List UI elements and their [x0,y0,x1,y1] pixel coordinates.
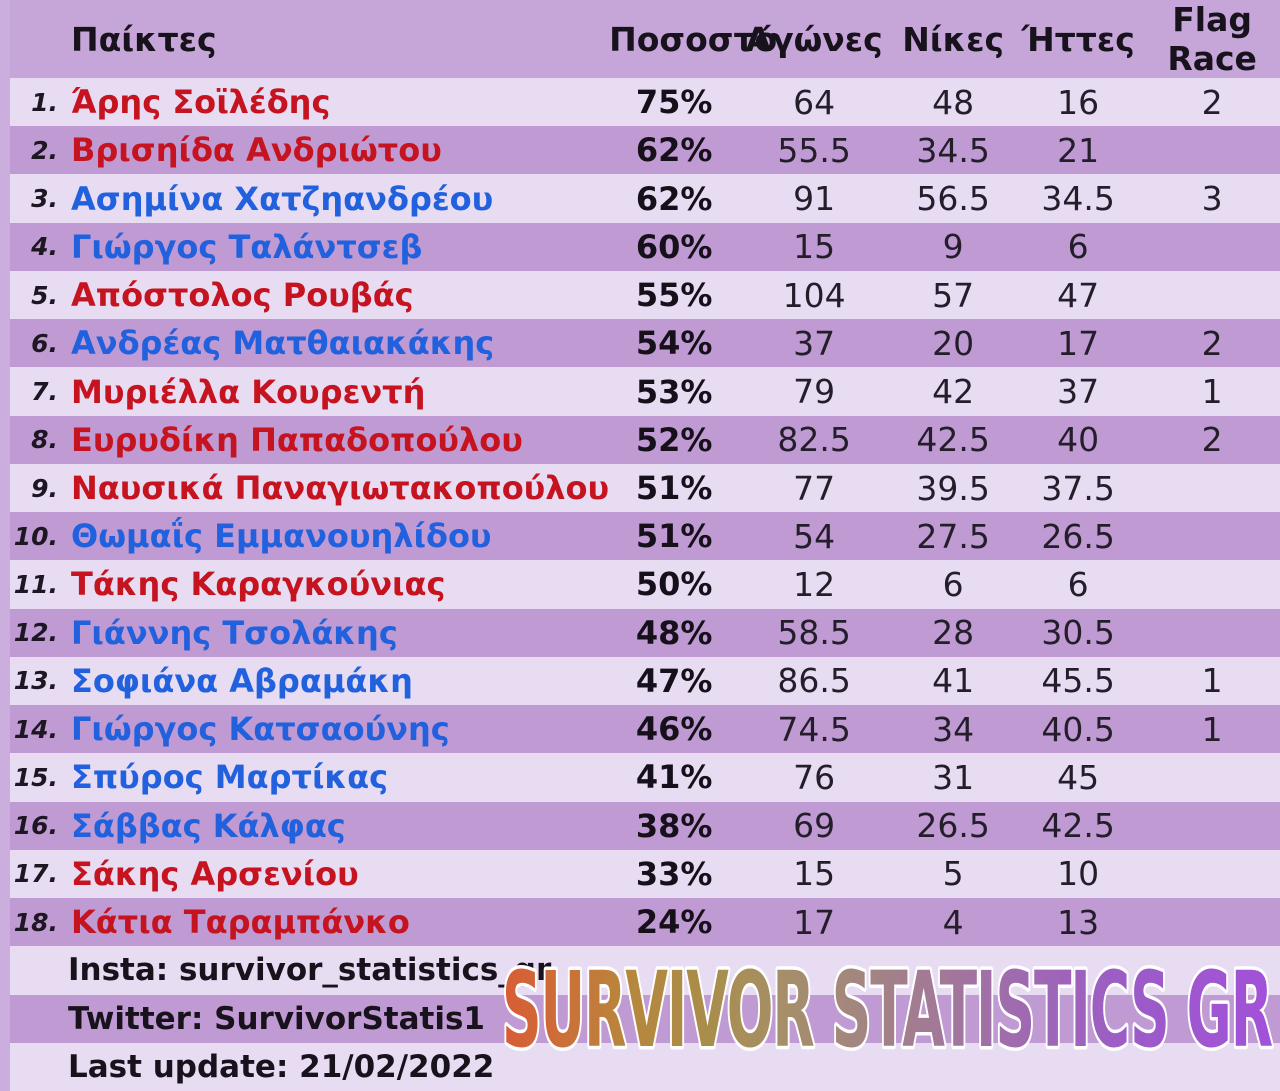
flag-race-value: 1 [1201,661,1223,701]
rank-number: 5. [31,280,58,310]
games-value: 58.5 [777,613,851,653]
games-value: 104 [782,275,846,315]
twitter-handle: Twitter: SurvivorStatis1 [68,1000,485,1037]
percentage-value: 51% [635,517,713,556]
table-row [10,512,1280,560]
wins-value: 48 [932,82,975,122]
player-name: Ανδρέας Ματθαιακάκης [71,324,495,363]
percentage-value: 47% [635,661,713,700]
wins-value: 42 [932,372,975,412]
table-row [10,609,1280,657]
percentage-value: 51% [635,469,713,508]
games-value: 82.5 [777,420,851,460]
wins-value: 4 [942,902,964,942]
percentage-value: 52% [635,420,713,459]
rank-number: 18. [13,907,58,937]
player-name: Απόστολος Ρουβάς [71,276,414,315]
games-value: 12 [793,564,836,604]
last-update-date: Last update: 21/02/2022 [68,1048,495,1085]
table-row [10,78,1280,126]
percentage-value: 24% [635,903,713,942]
games-value: 69 [793,806,836,846]
losses-value: 40.5 [1041,709,1115,749]
header-games: Αγώνες [745,19,883,59]
percentage-value: 48% [635,613,713,652]
rank-number: 2. [31,135,58,165]
percentage-value: 46% [635,710,713,749]
wins-value: 26.5 [916,806,990,846]
losses-value: 26.5 [1041,516,1115,556]
rank-number: 15. [13,762,58,792]
player-name: Βρισηίδα Ανδριώτου [71,131,442,170]
percentage-value: 38% [635,806,713,845]
losses-value: 45.5 [1041,661,1115,701]
header-percentage: Ποσοστό [609,19,778,59]
wins-value: 6 [942,564,964,604]
wins-value: 5 [942,854,964,894]
flag-race-value: 2 [1201,420,1223,460]
table-row [10,271,1280,319]
rank-number: 7. [31,377,58,407]
table-row [10,898,1280,946]
rank-number: 11. [13,569,58,599]
table-header-row [10,0,1280,78]
rank-number: 13. [13,666,58,696]
player-name: Ασημίνα Χατζηανδρέου [71,179,494,218]
games-value: 15 [793,227,836,267]
losses-value: 45 [1057,757,1100,797]
losses-value: 42.5 [1041,806,1115,846]
games-value: 54 [793,516,836,556]
table-row [10,560,1280,608]
percentage-value: 62% [635,179,713,218]
watermark-text: SURVIVOR STATISTICS GR [502,962,1272,1064]
player-name: Ναυσικά Παναγιωτακοπούλου [71,469,610,508]
table-row [10,753,1280,801]
player-name: Σάκης Αρσενίου [71,854,359,893]
wins-value: 31 [932,757,975,797]
percentage-value: 54% [635,324,713,363]
games-value: 74.5 [777,709,851,749]
wins-value: 28 [932,613,975,653]
losses-value: 6 [1067,564,1089,604]
flag-race-value: 2 [1201,82,1223,122]
percentage-value: 50% [635,565,713,604]
wins-value: 39.5 [916,468,990,508]
losses-value: 21 [1057,130,1100,170]
percentage-value: 33% [635,854,713,893]
player-name: Τάκης Καραγκούνιας [71,565,446,604]
player-name: Σπύρος Μαρτίκας [71,758,389,797]
header-players: Παίκτες [71,19,217,59]
table-row [10,850,1280,898]
flag-race-value: 3 [1201,179,1223,219]
wins-value: 34.5 [916,130,990,170]
footer-row-last-update [10,1043,1280,1091]
losses-value: 30.5 [1041,613,1115,653]
table-row [10,126,1280,174]
player-name: Σοφιάνα Αβραμάκη [71,661,413,700]
rank-number: 4. [31,232,58,262]
percentage-value: 55% [635,276,713,315]
rank-number: 3. [31,184,58,214]
losses-value: 47 [1057,275,1100,315]
games-value: 79 [793,372,836,412]
table-row [10,464,1280,512]
table-row [10,416,1280,464]
losses-value: 13 [1057,902,1100,942]
losses-value: 34.5 [1041,179,1115,219]
wins-value: 41 [932,661,975,701]
percentage-value: 53% [635,372,713,411]
player-name: Γιάννης Τσολάκης [71,613,398,652]
wins-value: 9 [942,227,964,267]
rank-number: 10. [13,521,58,551]
games-value: 91 [793,179,836,219]
wins-value: 56.5 [916,179,990,219]
wins-value: 27.5 [916,516,990,556]
losses-value: 16 [1057,82,1100,122]
wins-value: 20 [932,323,975,363]
table-row [10,174,1280,222]
player-name: Κάτια Ταραμπάνκο [71,903,410,942]
player-name: Σάββας Κάλφας [71,806,346,845]
games-value: 86.5 [777,661,851,701]
instagram-handle: Insta: survivor_statistics_gr [68,952,552,989]
footer-row-twitter [10,995,1280,1043]
flag-race-value: 1 [1201,372,1223,412]
rank-number: 14. [13,714,58,744]
games-value: 17 [793,902,836,942]
table-row [10,802,1280,850]
table-row [10,223,1280,271]
percentage-value: 62% [635,131,713,170]
wins-value: 34 [932,709,975,749]
table-row [10,319,1280,367]
header-wins: Νίκες [902,19,1005,59]
games-value: 76 [793,757,836,797]
games-value: 77 [793,468,836,508]
table-row [10,657,1280,705]
footer-row-instagram [10,946,1280,994]
games-value: 55.5 [777,130,851,170]
player-name: Μυριέλλα Κουρεντή [71,372,426,411]
rank-number: 12. [13,618,58,648]
percentage-value: 75% [635,83,713,122]
rank-number: 6. [31,328,58,358]
flag-race-value: 1 [1201,709,1223,749]
player-name: Ευρυδίκη Παπαδοπούλου [71,420,523,459]
header-losses: Ήττες [1021,19,1135,59]
losses-value: 40 [1057,420,1100,460]
rank-number: 8. [31,425,58,455]
header-flag-race: Flag Race [1167,0,1257,78]
games-value: 64 [793,82,836,122]
wins-value: 42.5 [916,420,990,460]
player-name: Άρης Σοϊλέδης [71,83,331,122]
player-name: Θωμαΐς Εμμανουηλίδου [71,517,492,556]
percentage-value: 60% [635,227,713,266]
losses-value: 6 [1067,227,1089,267]
rank-number: 1. [31,87,58,117]
losses-value: 10 [1057,854,1100,894]
games-value: 37 [793,323,836,363]
losses-value: 17 [1057,323,1100,363]
player-name: Γιώργος Κατσαούνης [71,710,450,749]
player-name: Γιώργος Ταλάντσεβ [71,227,423,266]
flag-race-value: 2 [1201,323,1223,363]
losses-value: 37 [1057,372,1100,412]
table-row [10,705,1280,753]
percentage-value: 41% [635,758,713,797]
losses-value: 37.5 [1041,468,1115,508]
table-row [10,367,1280,415]
rank-number: 16. [13,811,58,841]
rank-number: 17. [13,859,58,889]
wins-value: 57 [932,275,975,315]
games-value: 15 [793,854,836,894]
rank-number: 9. [31,473,58,503]
